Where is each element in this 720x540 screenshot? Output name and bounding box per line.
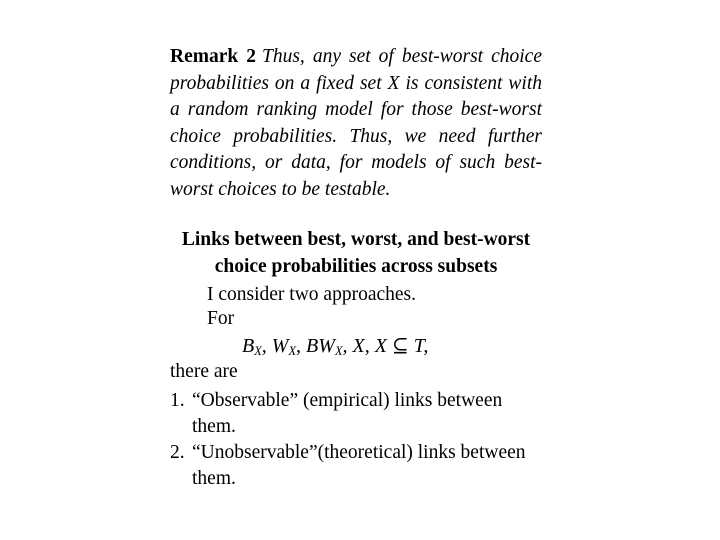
list-item-text: “Observable” (empirical) links between them. [192,390,503,437]
there-are-label: there are [170,361,238,382]
remark-label: Remark 2 [170,46,256,67]
math-t: T [413,335,424,357]
heading-line-1: Links between best, worst, and best-worst [181,229,531,250]
list-item-text: “Unobservable”(theoretical) links between them. [192,442,526,489]
math-x1: X [352,335,365,357]
math-w-sub: X [288,344,297,359]
math-expression: $B_X$, $W_X$, $BW_X$, X, X ⊆ T, [242,335,429,359]
math-bw: BW [306,335,335,357]
for-label: For [207,308,235,329]
list-item-number: 2. [170,442,185,463]
math-bw-sub: X [334,344,343,359]
math-b: B [242,335,255,357]
remark-text-before: Thus, any set of best-worst choice probabilities on a fixed set [170,46,542,94]
remark-x-symbol: X [387,72,400,94]
list-item-number: 1. [170,390,185,411]
heading-line-2: choice probabilities across subsets [214,256,498,277]
math-x2: X [374,335,387,357]
list-item [170,388,550,440]
remark-text-after: is consistent with a random ranking model for those best-worst choice probabilities. Thus, we need further conditions, or data, for models of such best-worst choices to be testable. [170,72,542,200]
approaches-list [170,388,550,492]
remark-paragraph [170,44,542,203]
section-heading [168,226,544,280]
math-subseteq: ⊆ [391,335,409,357]
approaches-sentence: I consider two approaches. [207,284,417,305]
math-w: W [271,335,289,357]
math-b-sub: X [254,344,262,359]
list-item [170,440,550,492]
